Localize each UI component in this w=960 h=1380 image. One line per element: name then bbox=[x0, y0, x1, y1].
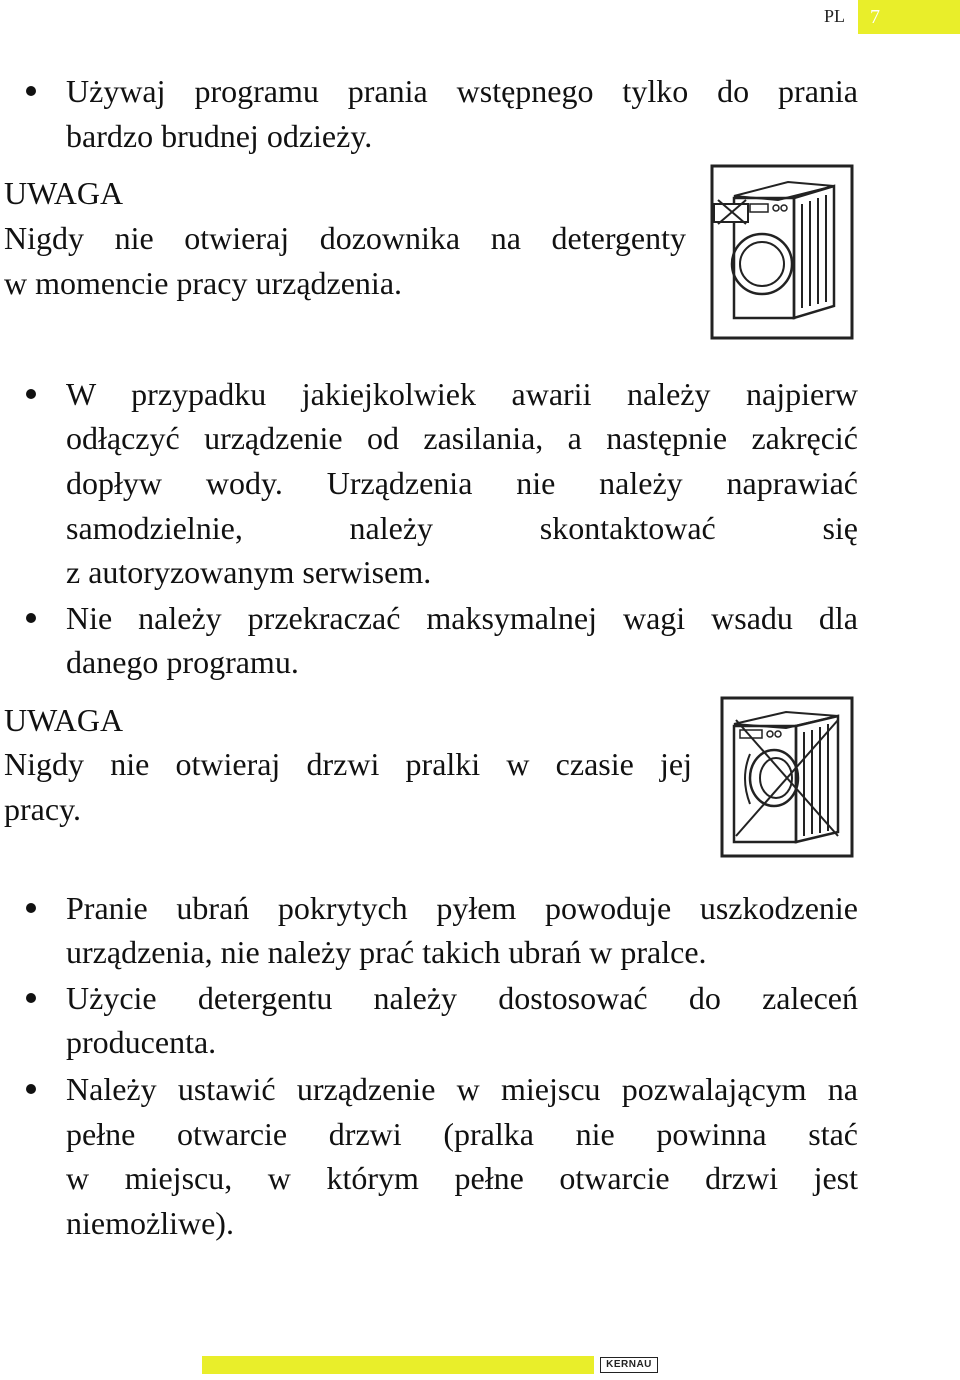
washing-machine-door-crossed-icon bbox=[720, 696, 854, 858]
bullet-2-line-2: odłączyć urządzenie od zasilania, a następnie zakręcić bbox=[66, 420, 858, 456]
word: do bbox=[717, 73, 750, 109]
warning-1-title: UWAGA bbox=[4, 175, 124, 211]
bullet-icon bbox=[26, 993, 36, 1003]
bullet-2-line-5: z autoryzowanym serwisem. bbox=[66, 554, 432, 590]
bullet-3-line-1: Nie należy przekraczać maksymalnej wagi wsadu dla bbox=[66, 600, 858, 636]
warning-1-line-1: Nigdy nie otwieraj dozownika na detergenty bbox=[4, 220, 686, 256]
bullet-icon bbox=[26, 613, 36, 623]
bullet-1-line-1 bbox=[66, 69, 858, 113]
word: programu bbox=[194, 73, 319, 109]
bullet-5-line-2: producenta. bbox=[66, 1024, 217, 1060]
bullet-2-line-3: dopływ wody. Urządzenia nie należy naprawiać bbox=[66, 465, 858, 501]
word: tylko bbox=[622, 73, 689, 109]
bullet-2-line-1: W przypadku jakiejkolwiek awarii należy najpierw bbox=[66, 376, 858, 412]
bullet-6-line-1: Należy ustawić urządzenie w miejscu pozwalającym na bbox=[66, 1071, 858, 1107]
bullet-icon bbox=[26, 389, 36, 399]
warning-1-line-2: w momencie pracy urządzenia. bbox=[4, 265, 403, 301]
word: prania bbox=[347, 73, 428, 109]
word: prania bbox=[778, 73, 858, 109]
footer-accent-bar bbox=[202, 1356, 594, 1374]
bullet-6-line-4: niemożliwe). bbox=[66, 1205, 234, 1241]
bullet-3-line-2: danego programu. bbox=[66, 644, 299, 680]
bullet-2-line-4: samodzielnie, należy skontaktować się bbox=[66, 510, 858, 546]
warning-2-title: UWAGA bbox=[4, 702, 124, 738]
word: Używaj bbox=[66, 73, 166, 109]
bullet-5-line-1: Użycie detergentu należy dostosować do zaleceń bbox=[66, 980, 858, 1016]
bullet-1-line-2: bardzo brudnej odzieży. bbox=[66, 118, 373, 154]
warning-2-line-2: pracy. bbox=[4, 791, 81, 827]
brand-logo: KERNAU bbox=[600, 1357, 658, 1373]
bullet-icon bbox=[26, 1084, 36, 1094]
bullet-6-line-2: pełne otwarcie drzwi (pralka nie powinna stać bbox=[66, 1116, 858, 1152]
bullet-4-line-2: urządzenia, nie należy prać takich ubrań w pralce. bbox=[66, 934, 707, 970]
warning-2-line-1: Nigdy nie otwieraj drzwi pralki w czasie jej bbox=[4, 746, 692, 782]
bullet-icon bbox=[26, 903, 36, 913]
washing-machine-detergent-drawer-crossed-icon bbox=[710, 164, 856, 342]
language-label: PL bbox=[824, 6, 846, 26]
page-number: 7 bbox=[858, 0, 960, 34]
word: wstępnego bbox=[456, 73, 594, 109]
bullet-4-line-1: Pranie ubrań pokrytych pyłem powoduje uszkodzenie bbox=[66, 890, 858, 926]
bullet-6-line-3: w miejscu, w którym pełne otwarcie drzwi jest bbox=[66, 1160, 858, 1196]
bullet-icon bbox=[26, 86, 36, 96]
